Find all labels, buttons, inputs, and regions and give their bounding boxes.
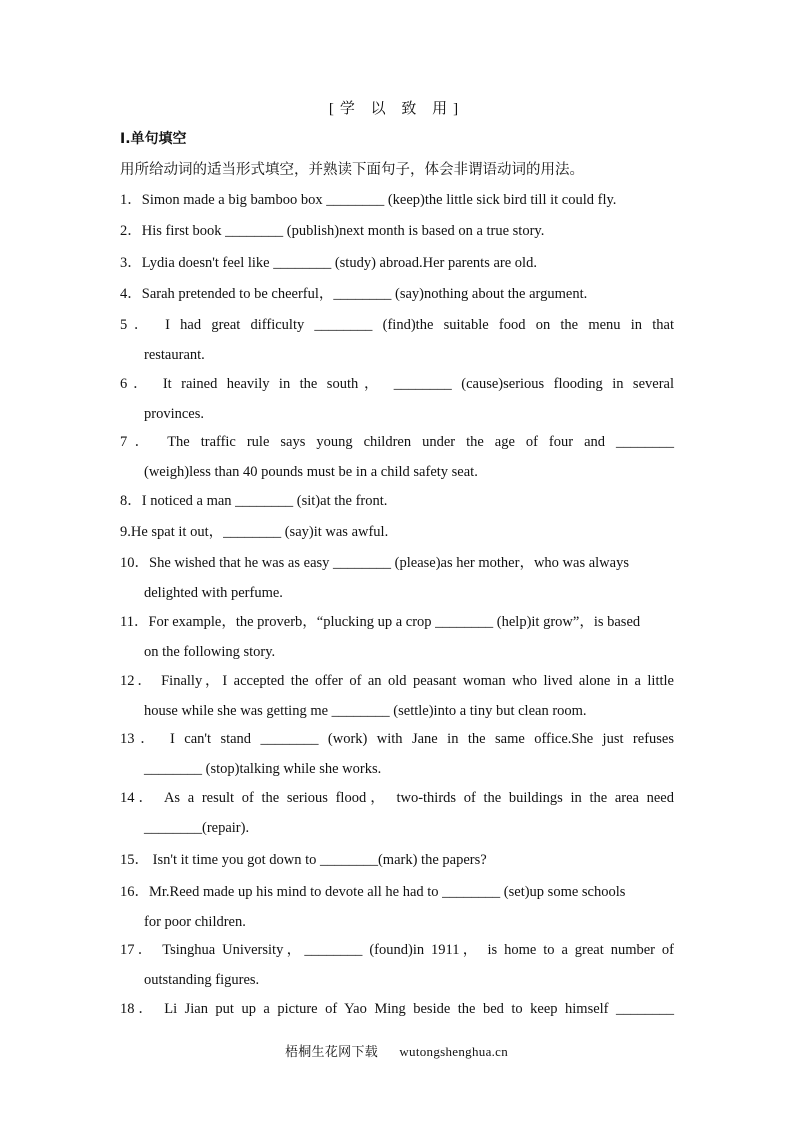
question-4-line-1: 4．Sarah pretended to be cheerful，________ (say)nothing about the argument.	[120, 286, 588, 302]
question-17-line-2: outstanding figures.	[144, 972, 260, 988]
question-11-line-2: on the following story.	[144, 644, 276, 660]
question-17-line-1: 17． Tsinghua University，________ (found)in 1911， is home to a great number of	[120, 942, 674, 958]
question-5-line-2: restaurant.	[144, 347, 205, 363]
question-10-line-2: delighted with perfume.	[144, 585, 283, 601]
question-9-line-1: 9.He spat it out，________ (say)it was awful.	[120, 524, 389, 540]
question-13-line-2: ________ (stop)talking while she works.	[144, 761, 382, 777]
question-14-line-2: ________(repair).	[144, 820, 250, 836]
page-footer: 梧桐生花网下载 wutongshenghua.cn	[284, 1044, 509, 1059]
question-7-line-1: 7． The traffic rule says young children under the age of four and ________	[120, 434, 674, 450]
question-18-line-1: 18． Li Jian put up a picture of Yao Ming beside the bed to keep himself ________	[120, 1001, 674, 1017]
question-14-line-1: 14． As a result of the serious flood， two-thirds of the buildings in the area need	[120, 790, 674, 806]
section-heading: Ⅰ.单句填空	[120, 131, 187, 147]
question-1-line-1: 1．Simon made a big bamboo box ________ (keep)the little sick bird till it could fly.	[120, 192, 617, 208]
question-8-line-1: 8．I noticed a man ________ (sit)at the front.	[120, 493, 388, 509]
question-13-line-1: 13． I can't stand ________ (work) with Jane in the same office.She just refuses	[120, 731, 674, 747]
question-16-line-2: for poor children.	[144, 914, 246, 930]
question-15-line-1: 15． Isn't it time you got down to ________(mark) the papers?	[120, 852, 487, 868]
instruction-text: 用所给动词的适当形式填空，并熟读下面句子，体会非谓语动词的用法。	[120, 162, 584, 178]
question-11-line-1: 11．For example，the proverb，“plucking up a crop ________ (help)it grow”，is based	[120, 614, 641, 630]
question-12-line-2: house while she was getting me ________ (settle)into a tiny but clean room.	[144, 703, 587, 719]
question-16-line-1: 16．Mr.Reed made up his mind to devote all he had to ________ (set)up some schools	[120, 884, 626, 900]
question-6-line-2: provinces.	[144, 406, 204, 422]
question-5-line-1: 5． I had great difficulty ________ (find)the suitable food on the menu in that	[120, 317, 674, 333]
page-title: [学 以 致 用]	[328, 101, 465, 117]
question-10-line-1: 10．She wished that he was as easy ________ (please)as her mother，who was always	[120, 555, 629, 571]
question-6-line-1: 6． It rained heavily in the south， ________ (cause)serious flooding in several	[120, 376, 674, 392]
question-2-line-1: 2．His first book ________ (publish)next month is based on a true story.	[120, 223, 545, 239]
question-7-line-2: (weigh)less than 40 pounds must be in a child safety seat.	[144, 464, 478, 480]
question-12-line-1: 12． Finally，I accepted the offer of an old peasant woman who lived alone in a little	[120, 673, 674, 689]
question-3-line-1: 3．Lydia doesn't feel like ________ (study) abroad.Her parents are old.	[120, 255, 537, 271]
